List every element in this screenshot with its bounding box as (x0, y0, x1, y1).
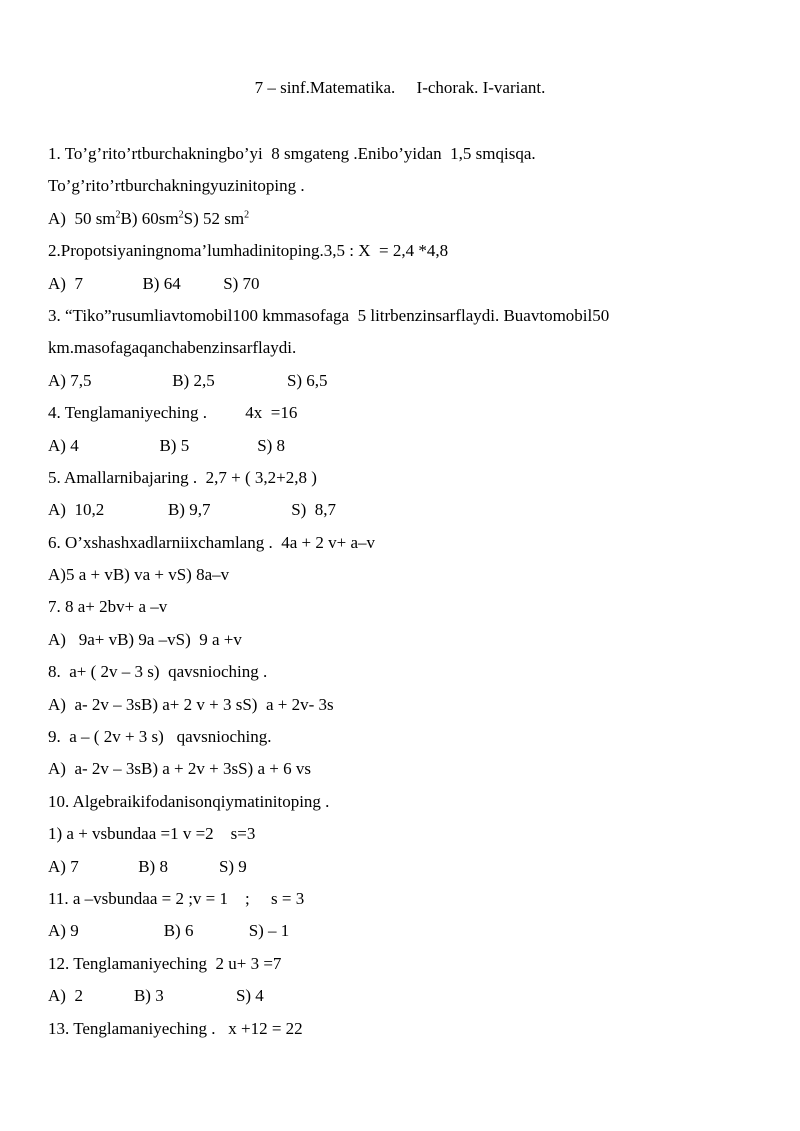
text-line: A) a- 2v – 3sB) a+ 2 v + 3 sS) a + 2v- 3s (48, 694, 334, 714)
option-a: A) 50 sm (48, 208, 116, 228)
superscript: 2 (244, 209, 250, 221)
text-line: 8. a+ ( 2v – 3 s) qavsnioching . (48, 662, 268, 682)
question-list (48, 143, 768, 1050)
text-line: A) 7,5 B) 2,5 S) 6,5 (48, 370, 328, 390)
text-line: 4. Tenglamaniyeching . 4x =16 (48, 403, 298, 423)
superscript: 2 (115, 209, 121, 221)
text-line: A) 7 B) 64 S) 70 (48, 273, 260, 293)
text-line: A) a- 2v – 3sB) a + 2v + 3sS) a + 6 vs (48, 759, 311, 779)
text-line: 5. Amallarnibajaring . 2,7 + ( 3,2+2,8 ) (48, 467, 317, 487)
text-line: 7. 8 a+ 2bv+ a –v (48, 597, 168, 617)
option-c: S) 52 sm (183, 208, 245, 228)
text-line: A) 7 B) 8 S) 9 (48, 856, 247, 876)
text-line: 12. Tenglamaniyeching 2 u+ 3 =7 (48, 953, 282, 973)
text-line: 10. Algebraikifodanisonqiymatinitoping . (48, 791, 330, 811)
text-line: A) 10,2 B) 9,7 S) 8,7 (48, 500, 337, 520)
text-line: 1) a + vsbundaa =1 v =2 s=3 (48, 824, 256, 844)
text-line: To’g’rito’rtburchakningyuzinitoping . (48, 176, 305, 196)
page-title: 7 – sinf.Matematika. I-chorak. I-variant. (254, 78, 546, 97)
answer-options-line (48, 208, 768, 240)
text-line: A) 9 B) 6 S) – 1 (48, 921, 290, 941)
text-line: 1. To’g’rito’rtburchakningbo’yi 8 smgateng .Enibo’yidan 1,5 smqisqa. (48, 144, 536, 163)
text-line: 6. O’xshashxadlarniixchamlang . 4a + 2 v+ a–v (48, 532, 375, 552)
text-line: 11. a –vsbundaa = 2 ;v = 1 ; s = 3 (48, 888, 305, 908)
text-line: km.masofagaqanchabenzinsarflaydi. (48, 338, 297, 358)
text-line: 3. “Tiko”rusumliavtomobil100 kmmasofaga 5 litrbenzinsarflaydi. Buavtomobil50 (48, 305, 610, 325)
superscript: 2 (178, 209, 184, 221)
text-line: 13. Tenglamaniyeching . x +12 = 22 (48, 1018, 303, 1038)
text-line: A) 4 B) 5 S) 8 (48, 435, 286, 455)
text-line: 9. a – ( 2v + 3 s) qavsnioching. (48, 727, 272, 747)
text-line: A) 2 B) 3 S) 4 (48, 986, 264, 1006)
text-line: A)5 a + vB) va + vS) 8a–v (48, 565, 230, 585)
text-line: A) 9a+ vB) 9a –vS) 9 a +v (48, 629, 242, 649)
text-line: 2.Propotsiyaningnoma’lumhadinitoping.3,5 : X = 2,4 *4,8 (48, 241, 449, 261)
option-b: B) 60sm (120, 208, 179, 228)
